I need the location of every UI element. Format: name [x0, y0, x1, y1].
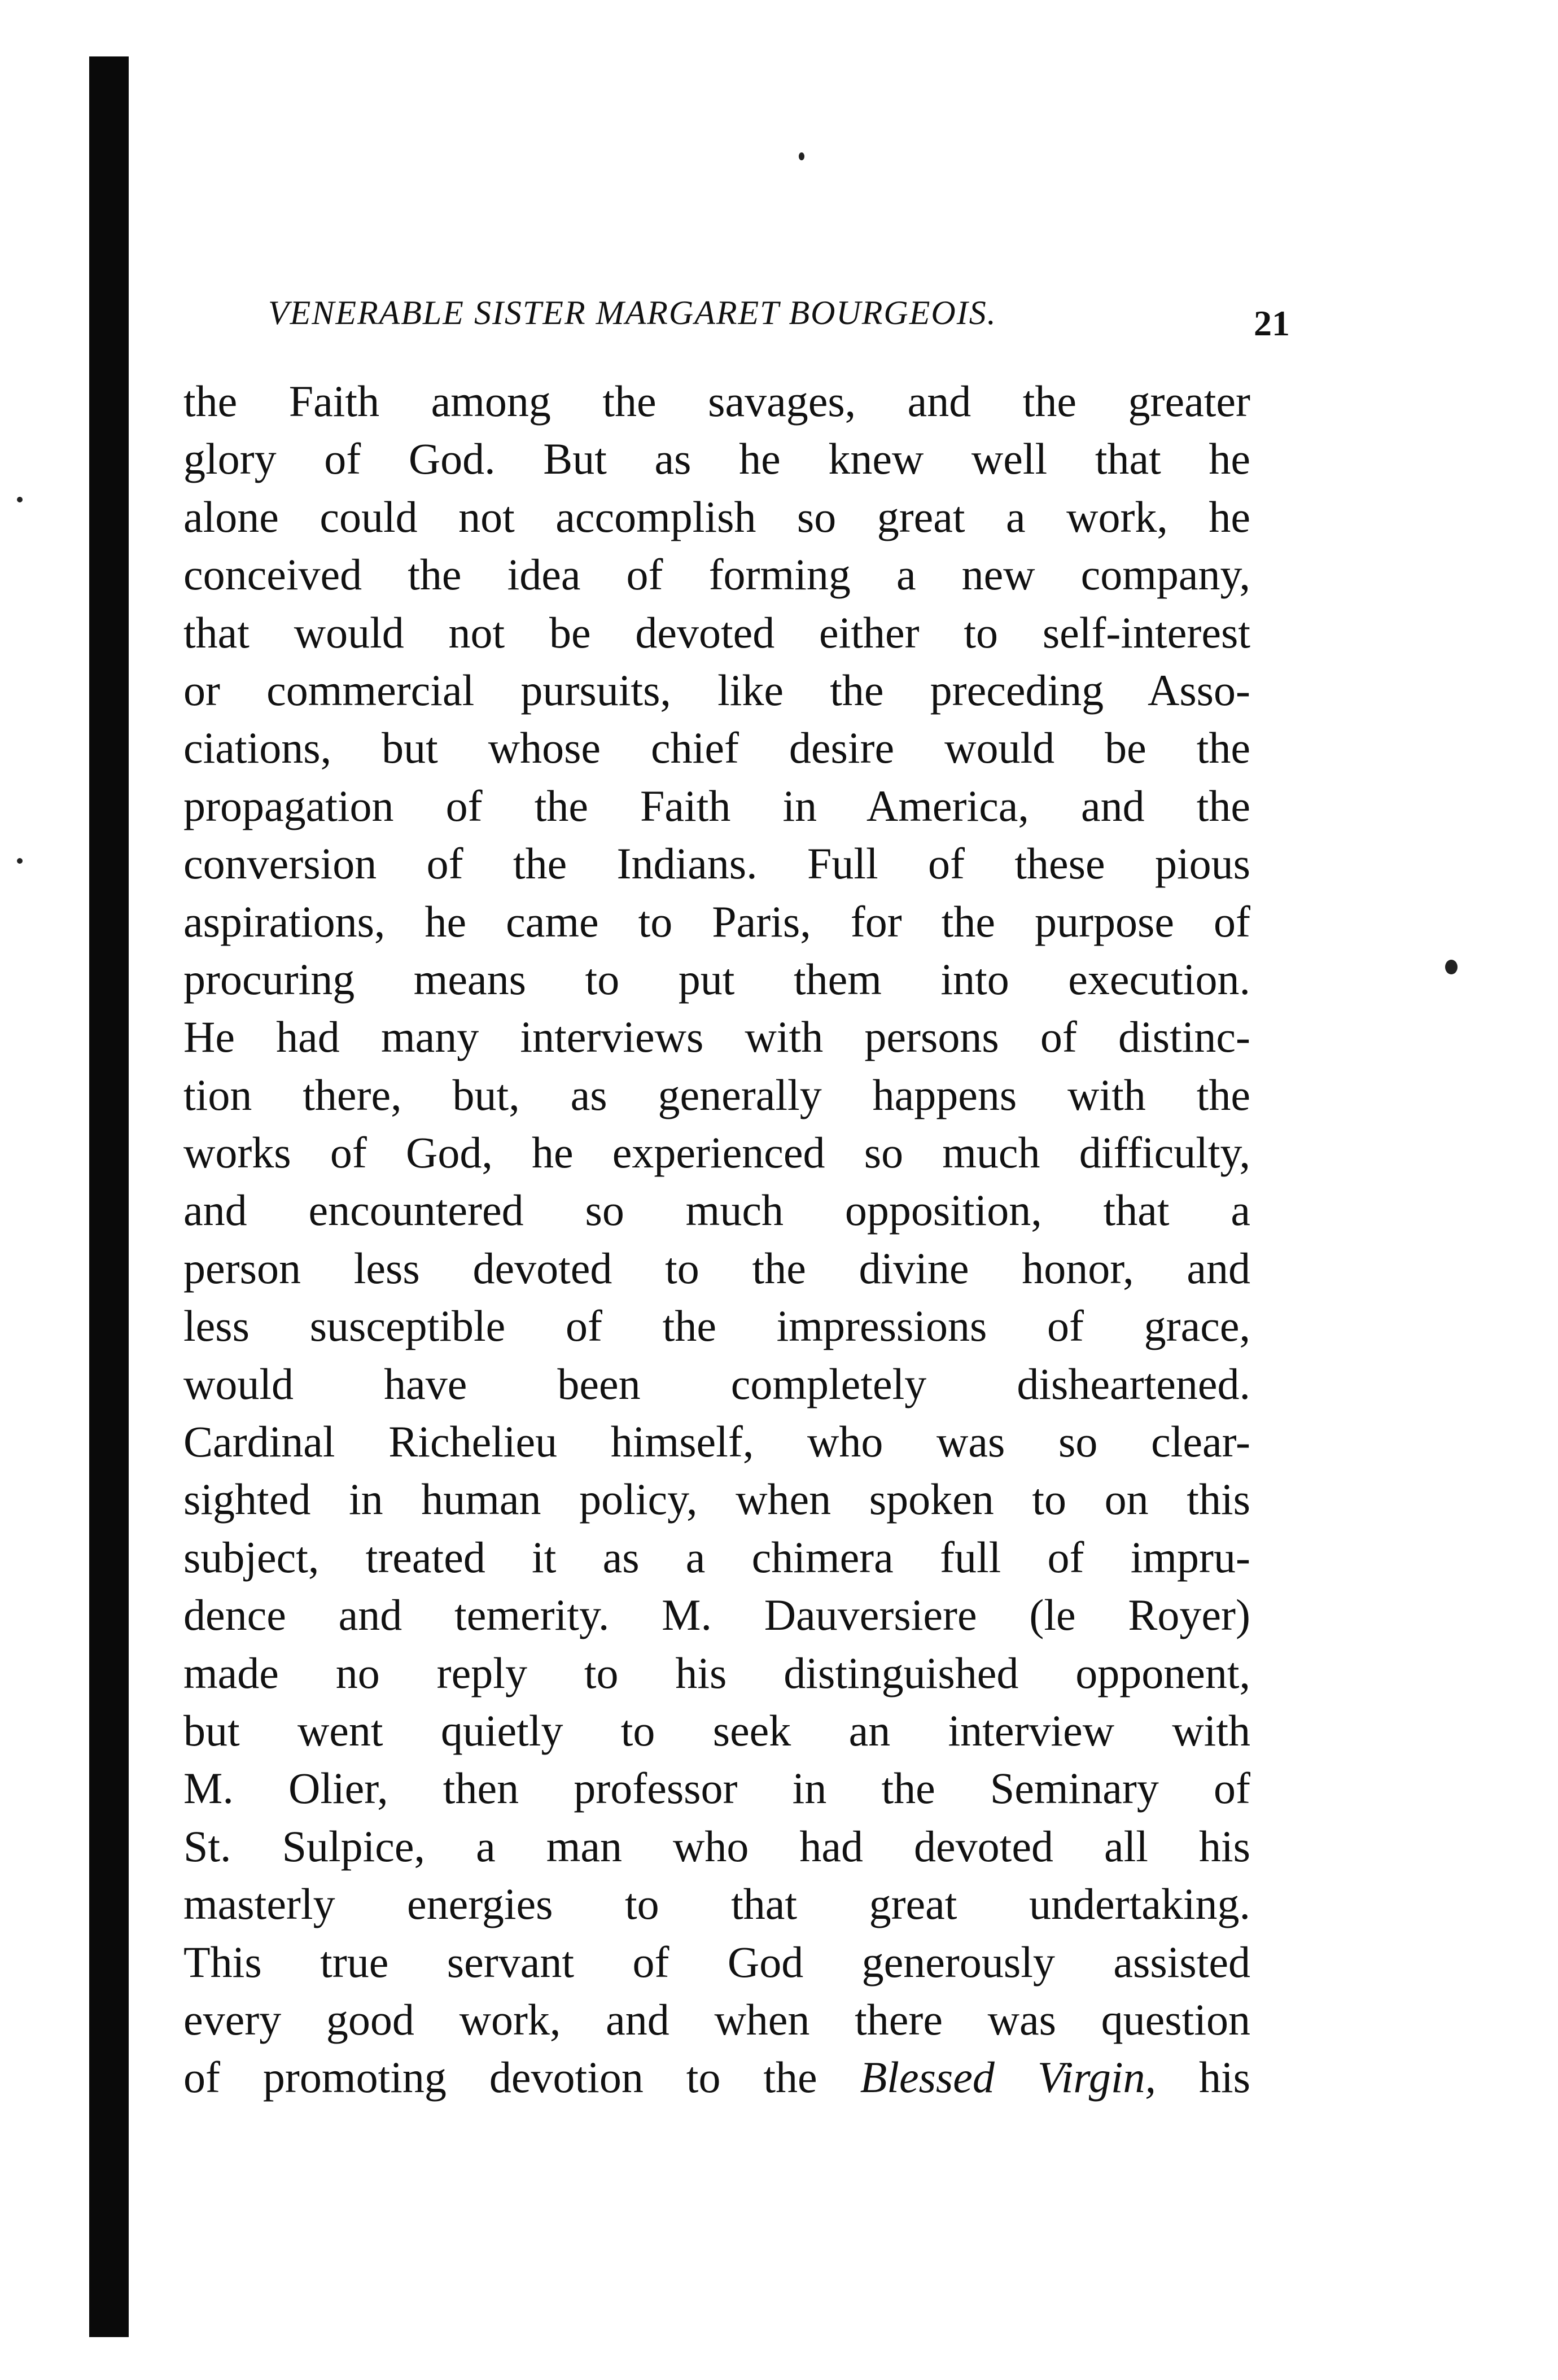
text-line: This true servant of God generously assisted [183, 1937, 1250, 1987]
text-line: works of God, he experienced so much difficulty, [183, 1128, 1250, 1178]
text-line: aspirations, he came to Paris, for the purpose of [183, 896, 1250, 946]
binding-gutter-shadow [89, 56, 129, 2337]
text-line: Cardinal Richelieu himself, who was so clear- [183, 1417, 1250, 1467]
text-line: dence and temerity. M. Dauversiere (le Royer) [183, 1590, 1250, 1640]
text-line: He had many interviews with persons of distinc- [183, 1012, 1250, 1062]
print-speck [17, 497, 23, 502]
text-line: glory of God. But as he knew well that he [183, 434, 1250, 484]
text-line: that would not be devoted either to self-interest [183, 607, 1250, 657]
italic-phrase: Blessed Virgin, [860, 2053, 1157, 2102]
text-line: subject, treated it as a chimera full of impru- [183, 1532, 1250, 1582]
text-line: and encountered so much opposition, that a [183, 1185, 1250, 1235]
text-line: sighted in human policy, when spoken to on this [183, 1475, 1250, 1524]
text-line: person less devoted to the divine honor, and [183, 1243, 1250, 1293]
text-line: masterly energies to that great undertaking. [183, 1879, 1250, 1929]
print-speck [1445, 960, 1458, 974]
text-line: alone could not accomplish so great a work, he [183, 492, 1250, 541]
last-line-start: of promoting devotion to the [183, 2053, 860, 2102]
text-line: St. Sulpice, a man who had devoted all his [183, 1821, 1250, 1871]
text-line: ciations, but whose chief desire would be the [183, 723, 1250, 773]
print-speck [17, 858, 23, 864]
text-line: propagation of the Faith in America, and the [183, 781, 1250, 830]
running-head: VENERABLE SISTER MARGARET BOURGEOIS. [268, 294, 997, 331]
text-line: would have been completely disheartened. [183, 1359, 1250, 1408]
text-line: conceived the idea of forming a new company, [183, 550, 1250, 600]
body-text [183, 373, 1250, 2107]
text-line: tion there, but, as generally happens with the [183, 1070, 1250, 1119]
last-line-end: his [1156, 2053, 1250, 2102]
text-line: the Faith among the savages, and the greater [183, 377, 1250, 426]
text-line: but went quietly to seek an interview with [183, 1705, 1250, 1755]
text-line: or commercial pursuits, like the preceding Asso- [183, 665, 1250, 715]
text-line: procuring means to put them into execution. [183, 954, 1250, 1004]
text-line: conversion of the Indians. Full of these pious [183, 839, 1250, 889]
page-number: 21 [1254, 303, 1290, 343]
print-speck [799, 152, 804, 160]
text-line: every good work, and when there was question [183, 1994, 1250, 2044]
page-header [268, 294, 1290, 356]
text-line-last [183, 2049, 1250, 2106]
text-line: M. Olier, then professor in the Seminary of [183, 1764, 1250, 1813]
text-line: made no reply to his distinguished opponent, [183, 1648, 1250, 1698]
text-line: less susceptible of the impressions of grace, [183, 1301, 1250, 1351]
